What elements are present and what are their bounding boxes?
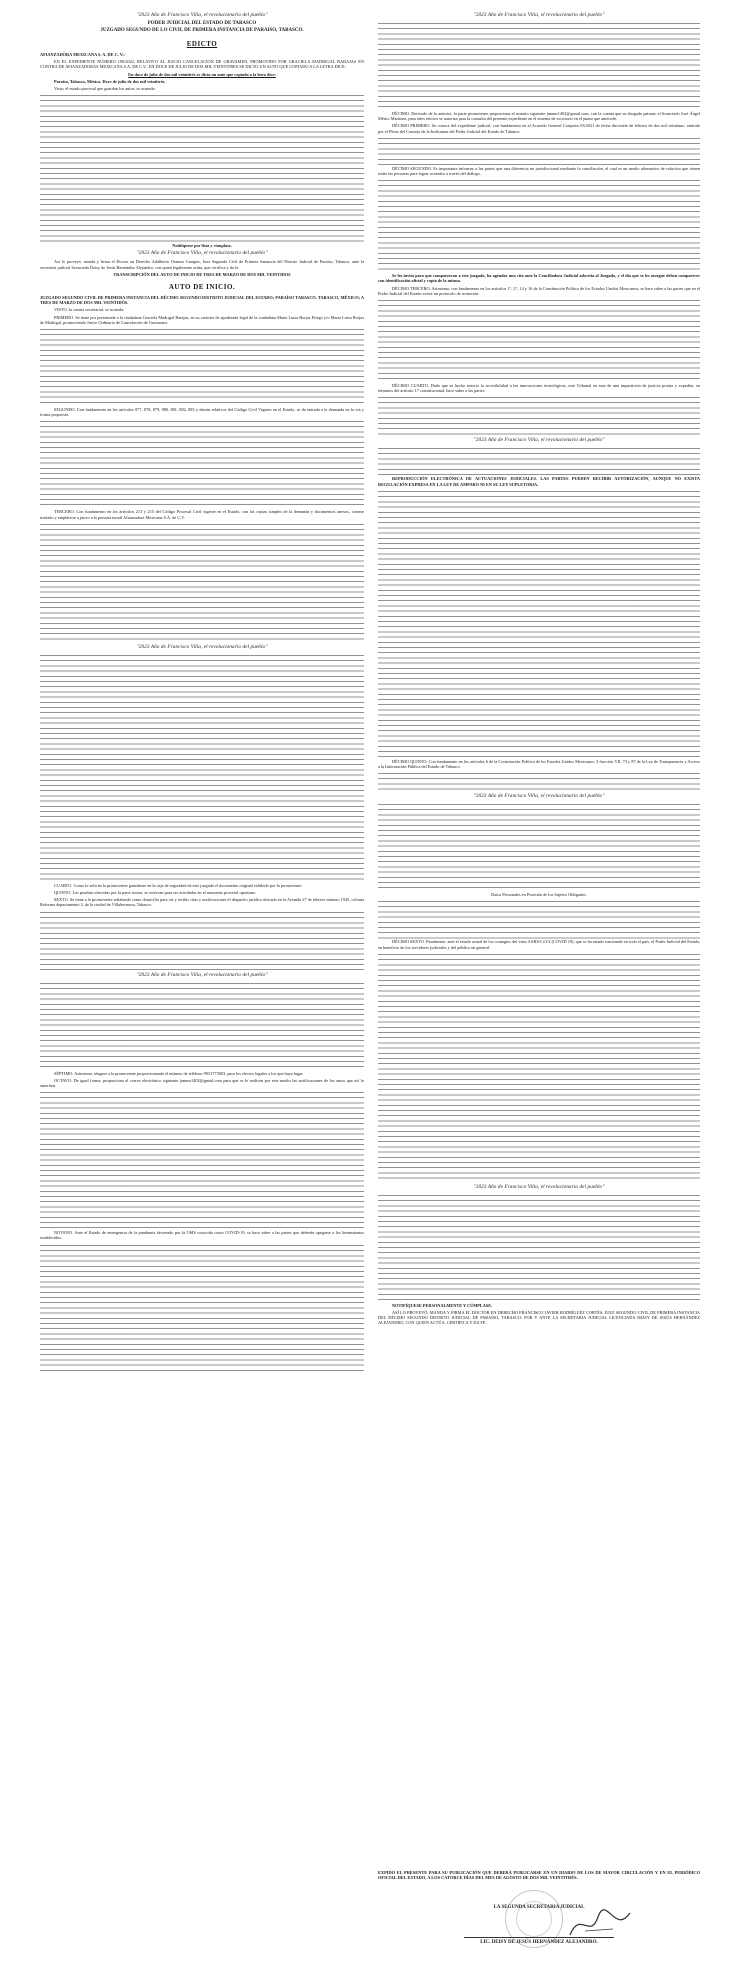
signature-line [464,1937,614,1938]
year-motto: "2023 Año de Francisco Villa, el revolucionario del pueblo" [136,12,268,18]
place-date: Paraíso, Tabasco, México. Doce de julio de dos mil veintitrés. [54,78,166,84]
auto-item: CUARTO. Como lo solicita la promovente guárdense en la caja de seguridad de este juzgado el documento original exhibido por la promovente. [54,882,303,888]
proveido-text: Así lo proveyó, manda y firma el Doctor en Derecho Adalberto Oramas Campos, Juez Segundo Civil de Primera Instancia del Distrito Judicial de Paraíso, Tabasco, ante la secretaria judicial licenciada Deisy de Jesús Hernández Alejandro, con quien legalmente actúa, que certifica y da fe. [40,259,364,270]
body-text [378,1193,700,1303]
decimo-tercero: DÉCIMO TERCERO. Asimismo, con fundamento en los artículos 1°, 2°, 14 y 16 de la Constitución Política de los Estados Unidos Mexicanos, se hace saber a las partes que en el Poder Judicial del Estado existe un protocolo de actuación. [378,285,700,296]
signer-name: LIC. DEISY DE JESÚS HERNÁNDEZ ALEJANDRO. [480,1940,598,1945]
body-text [378,771,700,791]
auto-visto: VISTO; la cuenta secretarial, se acuerda: [54,307,125,313]
auto-item: SEGUNDO. Con fundamento en los artículos 877, 878, 879, 880, 881, 882, 883 y demás relativos del Código Civil Vigente en el Estado, se da entrada a la demanda en la vía y forma propuesta. [40,407,364,418]
body-text [378,489,700,759]
body-text [40,327,364,407]
year-motto: "2023 Año de Francisco Villa, el revolucionario del pueblo" [473,793,605,800]
body-text [378,298,700,383]
body-text [40,522,364,642]
edicto-intro: EN EL EXPEDIENTE NÚMERO 190/2022, RELATIVO AL JUICIO CANCELACION DE GRAVAMEN, PROMOVIDO POR GRACIELA MADRIGAL BARAJAS EN CONTRA DE AFIANZADORAS MEXICANA S.A. DE C.V., EN DOCE DE JULIO DE DOS MIL VEINTITRES SE DICTO UN AUTO QUE COPIADO A LA LETRA DICE: [40,59,364,70]
auto-item: PRIMERO. Se tiene por presentada a la ciudadana Graciela Madrigal Barajas, en su carácter de apoderada legal de la ciudadana María Luisa Borjas Priego y/o María Luisa Borjas de Madrigal, promoviendo Juicio Ordinario de Cancelación de Gravamen. [40,314,364,325]
notify-personal: NOTIFÍQUESE PERSONALMENTE Y CÚMPLASE. [392,1302,493,1308]
auto-mention: En doce de julio de dos mil veintitrés se dicta un auto que copiado a la letra dice: [128,71,276,77]
final-proveido: ASÍ LO PROVEYÓ, MANDA Y FIRMA EL DOCTOR EN DERECHO FRANCISCO JAVIER RODRÍGUEZ CORTÉS, JUEZ SEGUNDO CIVIL DE PRIMERA INSTANCIA DEL DÉCIMO SEGUNDO DISTRITO JUDICIAL DE PARAÍSO, TABASCO; POR Y ANTE LA SECRETARIA JUDICIAL LICENCIADA DEISY DE JESÚS HERNÁNDEZ ALEJANDRO, CON QUIEN ACTÚA, CERTIFICA Y DA FE. [378,1310,700,1326]
body-text [378,952,700,1182]
year-motto: "2023 Año de Francisco Villa, el revolucionario del pueblo" [136,971,268,978]
addressee: AFIANZADORA MEXICANA S. A. DE C. V.: [40,52,125,57]
year-motto: "2023 Año de Francisco Villa, el revolucionario del pueblo" [473,437,605,444]
body-text [378,21,700,111]
datos-personales: Datos Personales en Posesión de los Sujetos Obligados. [491,892,587,898]
auto-header: JUZGADO SEGUNDO CIVIL DE PRIMERA INSTANCIA DEL DÉCIMO SEGUNDO DISTRITO JUDICIAL DEL ESTADO; PARAÍSO TABASCO, TABASCO, MÉXICO; A TRES DE MARZO DE DOS MIL VEINTIDÓS. [40,295,364,306]
body-text [378,395,700,435]
transcription-title: TRANSCRIPCIÓN DEL AUTO DE INICIO DE TRES DE MARZO DE DOS MIL VEINTIDOS [113,271,291,277]
body-text [378,136,700,166]
auto-item: SEXTO. Se tiene a la promovente señalando como domicilio para oír y recibir citas y notificaciones el despacho jurídico ubicado en la Avenida 27 de febrero número 1945, colonia Reforma departamento 3, de la ciudad de Villahermosa, Tabasco. [40,897,364,908]
notify-line: Notifíquese por lista y cúmplase. [172,243,232,249]
body-text [378,899,700,939]
body-text [378,802,700,892]
right-column [378,10,700,1860]
body-text [378,446,700,476]
decimo-quinto: DÉCIMO QUINTO. Con fundamento en los artículos 6 de la Constitución Política de los Estados Unidos Mexicanos, 3 fracción VII, 73 y 87 de la Ley de Transparencia y Acceso a la Información Pública del Estado de Tabasco. [378,758,700,770]
decimo-cuarto: DÉCIMO CUARTO. Dado que es hecho notorio la accesibilidad a las innovaciones tecnológicas, este Tribunal en aras de una impartición de justicia pronta y expedita, en términos del artículo 17 constitucional, hace saber a las partes. [378,383,700,394]
year-motto: "2023 Año de Francisco Villa, el revolucionario del pueblo" [136,250,268,257]
body-text [378,178,700,273]
year-motto: "2023 Año de Francisco Villa, el revolucionario del pueblo" [473,1183,605,1190]
body-text [40,1090,364,1230]
decimo-segundo: DÉCIMO SEGUNDO. Es importante informar a las partes que una diferencia no jurisdiccional mediante la conciliación, el cual es un medio alternativo de solución que tienen todas las personas para lograr acuerdos a través del diálogo. [378,165,700,177]
body-text [40,910,364,970]
signer-title: LA SEGUNDA SECRETARIA JUDICIAL [493,1905,585,1910]
court-name: PODER JUDICIAL DEL ESTADO DE TABASCO [147,21,257,26]
body-text [40,419,364,509]
edicto-heading: EDICTO [186,40,218,48]
court-subtitle: JUZGADO SEGUNDO DE LO CIVIL DE PRIMERA INSTANCIA DE PARAISO, TABASCO. [100,28,304,33]
auto-title: AUTO DE INICIO. [168,283,236,292]
thesis-heading: REPRODUCCIÓN ELECTRÓNICA DE ACTUACIONES JUDICIALES. LAS PARTES PUEDEN RECIBIR AUTORIZACIÓN, AUNQUE NO EXISTA REGULACIÓN EXPRESA EN LA LEY DE AMPARO NI EN SU LEY SUPLETORIA. [378,476,700,487]
decimo-primero: DÉCIMO PRIMERO. Se conoce del expediente judicial, con fundamento en el Acuerdo General Conjunto 03/2021 de fecha diecisiete de febrero de dos mil veintiuno, emitido por el Pleno del Consejo de la Judicatura del Poder Judicial del Estado de Tabasco. [378,123,700,134]
body-text [40,1243,364,1373]
expedition-note: EXPIDO EL PRESENTE PARA SU PUBLICACIÓN QUE DEBERÁ PUBLICARSE EN UN DIARIO DE LOS DE MAYOR CIRCULACIÓN Y EN EL PERIÓDICO OFICIAL DEL ESTADO, A LOS CATORCE DÍAS DEL MES DE AGOSTO DE DOS MIL VEINTITRÉS. [378,1870,700,1881]
year-motto: "2023 Año de Francisco Villa, el revolucionario del pueblo" [473,12,605,18]
signature-block [378,1905,700,1946]
body-text [40,981,364,1071]
decimo: DÉCIMO. Derivado de lo anterior, la parte promovente proporciona el usuario siguiente jammr1402@gmail.com, con la cuenta que su abogado patrono el licenciado José Ángel Mérito Martínez, para tales efectos se autoriza para la consulta del presente expediente en el sistema de escritorio en el punto que antecede. [378,111,700,122]
left-column [40,10,364,1965]
decimo-sexto: DÉCIMO SEXTO. Finalmente, ante el estado actual de los contagios del virus SARS-CoV2 (COVID 19), que se ha estado suscitando en todo el país, el Poder Judicial del Estado, en beneficio de los servidores judiciales y del público en general. [378,939,700,950]
auto-item: TERCERO. Con fundamento en los artículos 213 y 215 del Código Procesal Civil vigente en el Estado, con las copias simples de la demanda y documentos anexos, córrase traslado y emplácese a juicio a la persona moral Afianzadora Mexicana S.A. de C.V. [40,509,364,520]
body-text [40,93,364,243]
year-motto: "2023 Año de Francisco Villa, el revolucionario del pueblo" [136,643,268,650]
auto-item: SÉPTIMO. Asimismo, téngase a la promovente proporcionando el número de teléfono 9931773903, para los efectos legales a los que haya lugar. [54,1070,304,1076]
auto-item: QUINTO. Las pruebas ofrecidas por la parte actora, se reservan para ser acordadas en el momento procesal oportuno. [54,890,257,896]
auto-item: NOVENO. Ante el Estado de emergencia de la pandemia decretado por la OMS conocida como COVID-19, se hace saber a las partes que deberán apegarse a los lineamientos establecidos. [40,1230,364,1241]
auto-item: OCTAVO. De igual forma, proporciona el correo electrónico siguiente jammr1402@gmail.com para que se le realicen por este medio las notificaciones de los autos que así lo ameriten. [40,1077,364,1089]
visto-line: Visto; el estado procesal que guardan los autos, se acuerda: [54,86,156,92]
conciliation-invite: Se les invita para que comparezcan a este juzgado, ha agendar una cita ante la Conciliadora Judicial adscrita al Juzgado, y el día que se les otorgue deben comparecer con identificación oficial y copia de la misma. [378,273,700,284]
body-text [40,653,364,883]
